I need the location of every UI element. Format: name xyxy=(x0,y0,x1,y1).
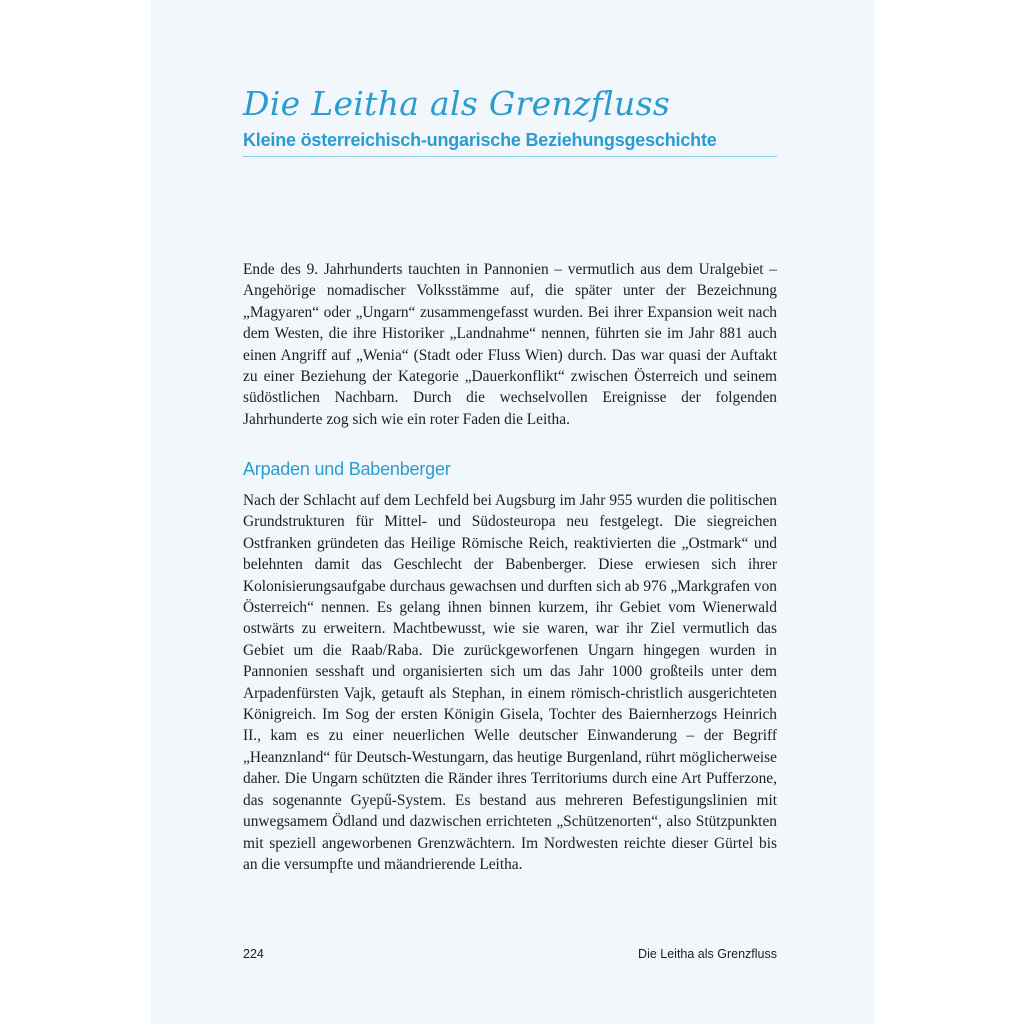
chapter-title: Die Leitha als Grenzfluss xyxy=(243,84,671,123)
section-heading: Arpaden und Babenberger xyxy=(243,459,451,479)
page-number: 224 xyxy=(243,947,264,961)
section-paragraph: Nach der Schlacht auf dem Lechfeld bei Augsburg im Jahr 955 wurden die politischen Grundstrukturen für Mittel- und Südosteuropa neu festgelegt. Die siegreichen Ostfranken gründeten das Heilige Römische Reich, reaktivierten die „Ostmark“ und belehnten damit das Geschlecht der Babenberger. Diese erwiesen sich ihrer Kolonisierungsaufgabe durchaus gewachsen und durften sich ab 976 „Markgrafen von Österreich“ nennen. Es gelang ihnen binnen kurzem, ihr Gebiet vom Wienerwald ostwärts zu erweitern. Machtbewusst, wie sie waren, war ihr Ziel vermutlich das Gebiet um die Raab/Raba. Die zurückgeworfenen Ungarn hingegen wurden in Pannonien sesshaft und organisierten sich um das Jahr 1000 großteils unter dem Arpadenfürsten Vajk, getauft als Stephan, in einem römisch-christlich ausgerichteten Königreich. Im Sog der ersten Königin Gisela, Tochter des Baiernherzogs Heinrich II., kam es zu einer neuerlichen Welle deutscher Einwanderung – der Begriff „Heanznland“ für Deutsch-Westungarn, das heutige Burgenland, rührt möglicherweise daher. Die Ungarn schützten die Ränder ihres Territoriums durch eine Art Pufferzone, das sogenannte Gyepű-System. Es bestand aus mehreren Befestigungslinien mit unwegsamem Ödland und dazwischen errichteten „Schützenorten“, also Stützpunkten mit speziell angeworbenen Grenzwächtern. Im Nordwesten reichte dieser Gürtel bis an die versumpfte und mäandrierende Leitha. xyxy=(243,492,777,873)
intro-paragraph: Ende des 9. Jahrhunderts tauchten in Pannonien – vermutlich aus dem Uralgebiet – Angehörige nomadischer Volksstämme auf, die später unter der Bezeichnung „Magyaren“ oder „Ungarn“ zusammengefasst wurden. Bei ihrer Expansion weit nach dem Westen, die ihre Historiker „Landnahme“ nennen, führten sie im Jahr 881 auch einen Angriff auf „Wenia“ (Stadt oder Fluss Wien) durch. Das war quasi der Auftakt zu einer Beziehung der Kategorie „Dauerkonflikt“ zwischen Österreich und seinem südöstlichen Nachbarn. Durch die wechselvollen Ereignisse der folgenden Jahrhunderte zog sich wie ein roter Faden die Leitha. xyxy=(243,261,777,428)
chapter-subtitle: Kleine österreichisch-ungarische Beziehungsgeschichte xyxy=(243,130,777,157)
running-head: Die Leitha als Grenzfluss xyxy=(638,947,777,961)
book-page xyxy=(151,0,874,1024)
